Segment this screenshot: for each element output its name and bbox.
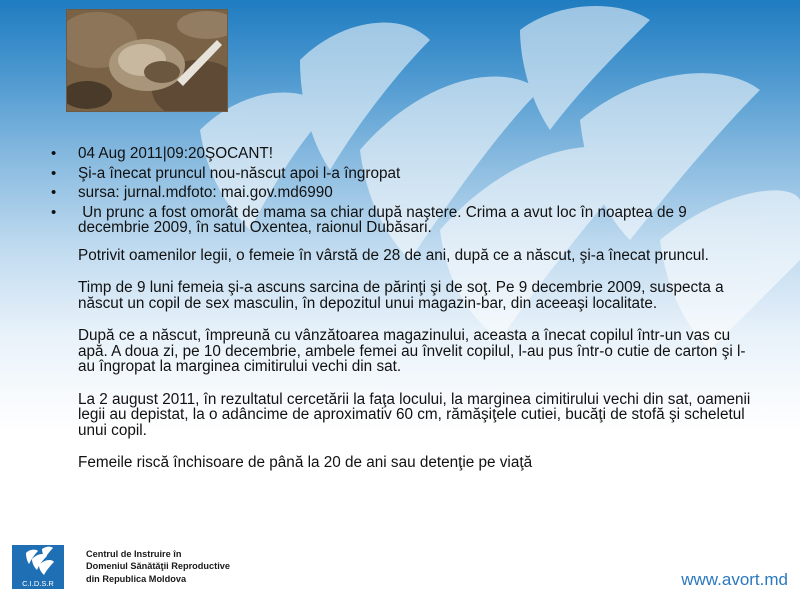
logo-caption: C.I.D.S.R xyxy=(22,579,54,588)
cidsr-logo-icon xyxy=(12,545,64,589)
article-paragraph: După ce a născut, împreună cu vânzătoarea magazinului, aceasta a înecat copilul într-un vas cu apă. A doua zi, pe 10 decembrie, ambele femei au învelit copilul, l-au pus într-o cutie de carton şi l-au îngropat la marginea cimitirului vechi din sat. xyxy=(78,327,746,375)
organization-name xyxy=(86,548,230,585)
org-line: Domeniul Sănătăţii Reproductive xyxy=(86,561,230,572)
article-header: • 04 Aug 2011|09:20ŞOCANT! xyxy=(48,146,758,162)
website-link[interactable]: www.avort.md xyxy=(681,570,788,589)
article-content xyxy=(48,146,758,471)
article-source: • sursa: jurnal.mdfoto: mai.gov.md6990 xyxy=(48,185,758,201)
org-line: din Republica Moldova xyxy=(86,573,187,584)
excavation-photo xyxy=(66,9,228,112)
org-line: Centrul de Instruire în xyxy=(86,549,182,559)
article-paragraph: Potrivit oamenilor legii, o femeie în vârstă de 28 de ani, după ce a născut, şi-a înecat pruncul. xyxy=(78,246,709,264)
article-paragraph: La 2 august 2011, în rezultatul cercetării la faţa locului, la marginea cimitirului vechi din sat, oamenii legii au depistat, la o adâncime de aproximativ 60 cm, rămăşiţele cutiei, bucăţi de stofă şi scheletul unui copil. xyxy=(78,390,751,439)
article-title: • Şi-a înecat pruncul nou-născut apoi l-a îngropat xyxy=(48,166,758,182)
article-paragraph: Femeile riscă închisoare de până la 20 de ani sau detenţie pe viaţă xyxy=(78,454,533,471)
article-lead: • Un prunc a fost omorât de mama sa chiar după naştere. Crima a avut loc în noaptea de 9 decembrie 2009, în satul Oxentea, raionul Dubăsari. xyxy=(48,205,758,236)
article-paragraph: Timp de 9 luni femeia şi-a ascuns sarcina de părinţi şi de soţ. Pe 9 decembrie 2009, suspecta a născut un copil de sex masculin, în depozitul unui magazin-bar, din aceeaşi localitate. xyxy=(78,279,724,312)
